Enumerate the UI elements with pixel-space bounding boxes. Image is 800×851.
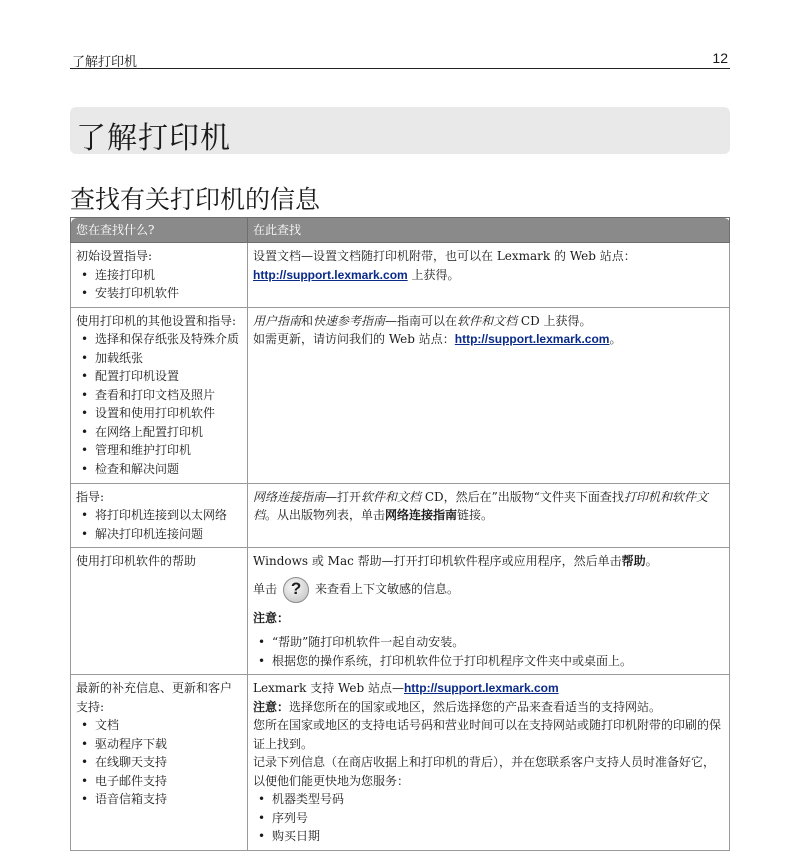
- list-item: • 解决打印机连接问题: [76, 525, 242, 544]
- table-row: [71, 548, 730, 675]
- support-line: [253, 679, 724, 698]
- notes-list: [253, 633, 724, 670]
- support-link[interactable]: http://support.lexmark.com: [403, 681, 559, 695]
- note-text: 选择您所在的国家或地区，然后选择您的产品来查看适当的支持网站。: [289, 699, 662, 714]
- row-left-cell: [71, 483, 248, 548]
- list-item: • 管理和维护打印机: [76, 441, 242, 460]
- chapter-band: [70, 107, 730, 154]
- list-item: • 配置打印机设置: [76, 367, 242, 386]
- table-header-row: [71, 218, 730, 243]
- network-t2: CD，然后在”出版物“文件夹下面查找: [421, 489, 624, 504]
- network-t1: —打开: [325, 489, 362, 504]
- row-right-cell: [248, 675, 730, 851]
- note-label: 注意：: [253, 610, 290, 625]
- quick-ref-title: 快速参考指南: [313, 313, 386, 328]
- update-end: 。: [609, 332, 622, 346]
- update-text: [253, 330, 724, 349]
- row-left-title: 最新的补充信息、更新和客户支持:: [76, 681, 233, 714]
- page-header: [70, 50, 730, 69]
- row-left-title: 使用打印机软件的帮助: [76, 554, 197, 568]
- network-guide-title: 网络连接指南: [253, 489, 326, 504]
- column-header-looking-for: 您在查找什么?: [71, 218, 248, 243]
- help-text: [253, 552, 724, 571]
- click-prefix: 单击: [253, 582, 278, 597]
- support-note: [253, 698, 724, 717]
- list-item: • 语音信箱支持: [76, 790, 242, 809]
- table-row: [71, 675, 730, 851]
- list-item: • 在网络上配置打印机: [76, 423, 242, 442]
- help-word: 帮助: [621, 554, 646, 568]
- list-item: • 选择和保存纸张及特殊介质: [76, 330, 242, 349]
- guides-suffix: CD 上获得。: [517, 313, 592, 328]
- note-label: 注意：: [253, 699, 290, 714]
- network-t4: 链接。: [457, 508, 494, 522]
- support-link[interactable]: http://support.lexmark.com: [454, 332, 610, 346]
- row-right-cell: [248, 243, 730, 308]
- support-link[interactable]: http://support.lexmark.com: [253, 267, 408, 282]
- row-left-cell: [71, 307, 248, 483]
- list-item: • “帮助”随打印机软件一起自动安装。: [253, 633, 724, 652]
- folder-name: 打印机和软件文档: [253, 489, 708, 522]
- list-item: • 在线聊天支持: [76, 753, 242, 772]
- support-para3: 记录下列信息（在商店收据上和打印机的背后），并在您联系客户支持人员时准备好它，以便他们能更快地为您服务：: [253, 755, 716, 788]
- table-row: [71, 483, 730, 548]
- support-para2: 您所在国家或地区的支持电话号码和营业时间可以在支持网站或随打印机附带的印刷的保证上找到。: [253, 718, 722, 751]
- column-header-find-here: 在此查找: [248, 218, 730, 243]
- list-item: • 设置和使用打印机软件: [76, 404, 242, 423]
- list-item: • 购买日期: [253, 827, 724, 846]
- network-t3: 。从出版物列表，单击: [265, 508, 386, 522]
- row-right-cell: [248, 483, 730, 548]
- help-question-icon[interactable]: ?: [283, 577, 309, 603]
- record-info-list: [253, 790, 724, 846]
- row-left-title: 使用打印机的其他设置和指导:: [76, 313, 237, 328]
- row-left-list: [76, 716, 242, 809]
- list-item: • 驱动程序下载: [76, 735, 242, 754]
- table-row: [71, 307, 730, 483]
- list-item: • 机器类型号码: [253, 790, 724, 809]
- row-left-cell: [71, 675, 248, 851]
- row-left-cell: [71, 548, 248, 675]
- list-item: • 根据您的操作系统，打印机软件位于打印机程序文件夹中或桌面上。: [253, 652, 724, 671]
- table-row: [71, 243, 730, 308]
- row-right-cell: [248, 307, 730, 483]
- guides-mid: —指南可以在: [385, 313, 458, 328]
- row-left-list: [76, 266, 242, 303]
- info-table: [70, 217, 730, 851]
- cd-name: 软件和文档: [457, 313, 518, 328]
- list-item: • 加载纸张: [76, 349, 242, 368]
- chapter-title: 了解打印机: [76, 121, 231, 156]
- info-table-wrapper: [70, 217, 730, 851]
- update-prefix: 如需更新，请访问我们的 Web 站点：: [253, 332, 455, 346]
- row-left-title: 初始设置指导:: [76, 249, 153, 263]
- cd-name: 软件和文档: [361, 489, 422, 504]
- section-title: 查找有关打印机的信息: [70, 185, 321, 214]
- guides-and: 和: [301, 313, 314, 328]
- list-item: • 连接打印机: [76, 266, 242, 285]
- help-icon-line: [253, 577, 724, 603]
- row-left-list: [76, 330, 242, 478]
- setup-doc-text: 设置文档—设置文档随打印机附带，也可以在 Lexmark 的 Web 站点：: [253, 249, 636, 263]
- list-item: • 文档: [76, 716, 242, 735]
- list-item: • 电子邮件支持: [76, 772, 242, 791]
- header-title: 了解打印机: [72, 55, 138, 70]
- list-item: • 查看和打印文档及照片: [76, 386, 242, 405]
- row-left-title: 指导:: [76, 489, 105, 504]
- network-guide-link[interactable]: 网络连接指南: [385, 508, 458, 522]
- list-item: • 序列号: [253, 809, 724, 828]
- guides-text: [253, 312, 724, 331]
- help-line1: Windows 或 Mac 帮助—打开打印机软件程序或应用程序，然后单击: [253, 554, 622, 568]
- row-right-cell: [248, 548, 730, 675]
- row-left-list: [76, 506, 242, 543]
- list-item: • 安装打印机软件: [76, 284, 242, 303]
- setup-doc-suffix: 上获得。: [407, 267, 460, 282]
- list-item: • 检查和解决问题: [76, 460, 242, 479]
- click-suffix: 来查看上下文敏感的信息。: [315, 582, 460, 597]
- help-line1-end: 。: [645, 554, 658, 568]
- user-guide-title: 用户指南: [253, 313, 302, 328]
- list-item: • 将打印机连接到以太网络: [76, 506, 242, 525]
- row-left-cell: [71, 243, 248, 308]
- support-prefix: Lexmark 支持 Web 站点—: [253, 681, 404, 695]
- network-guide-text: [253, 488, 724, 525]
- page-number: 12: [712, 50, 728, 66]
